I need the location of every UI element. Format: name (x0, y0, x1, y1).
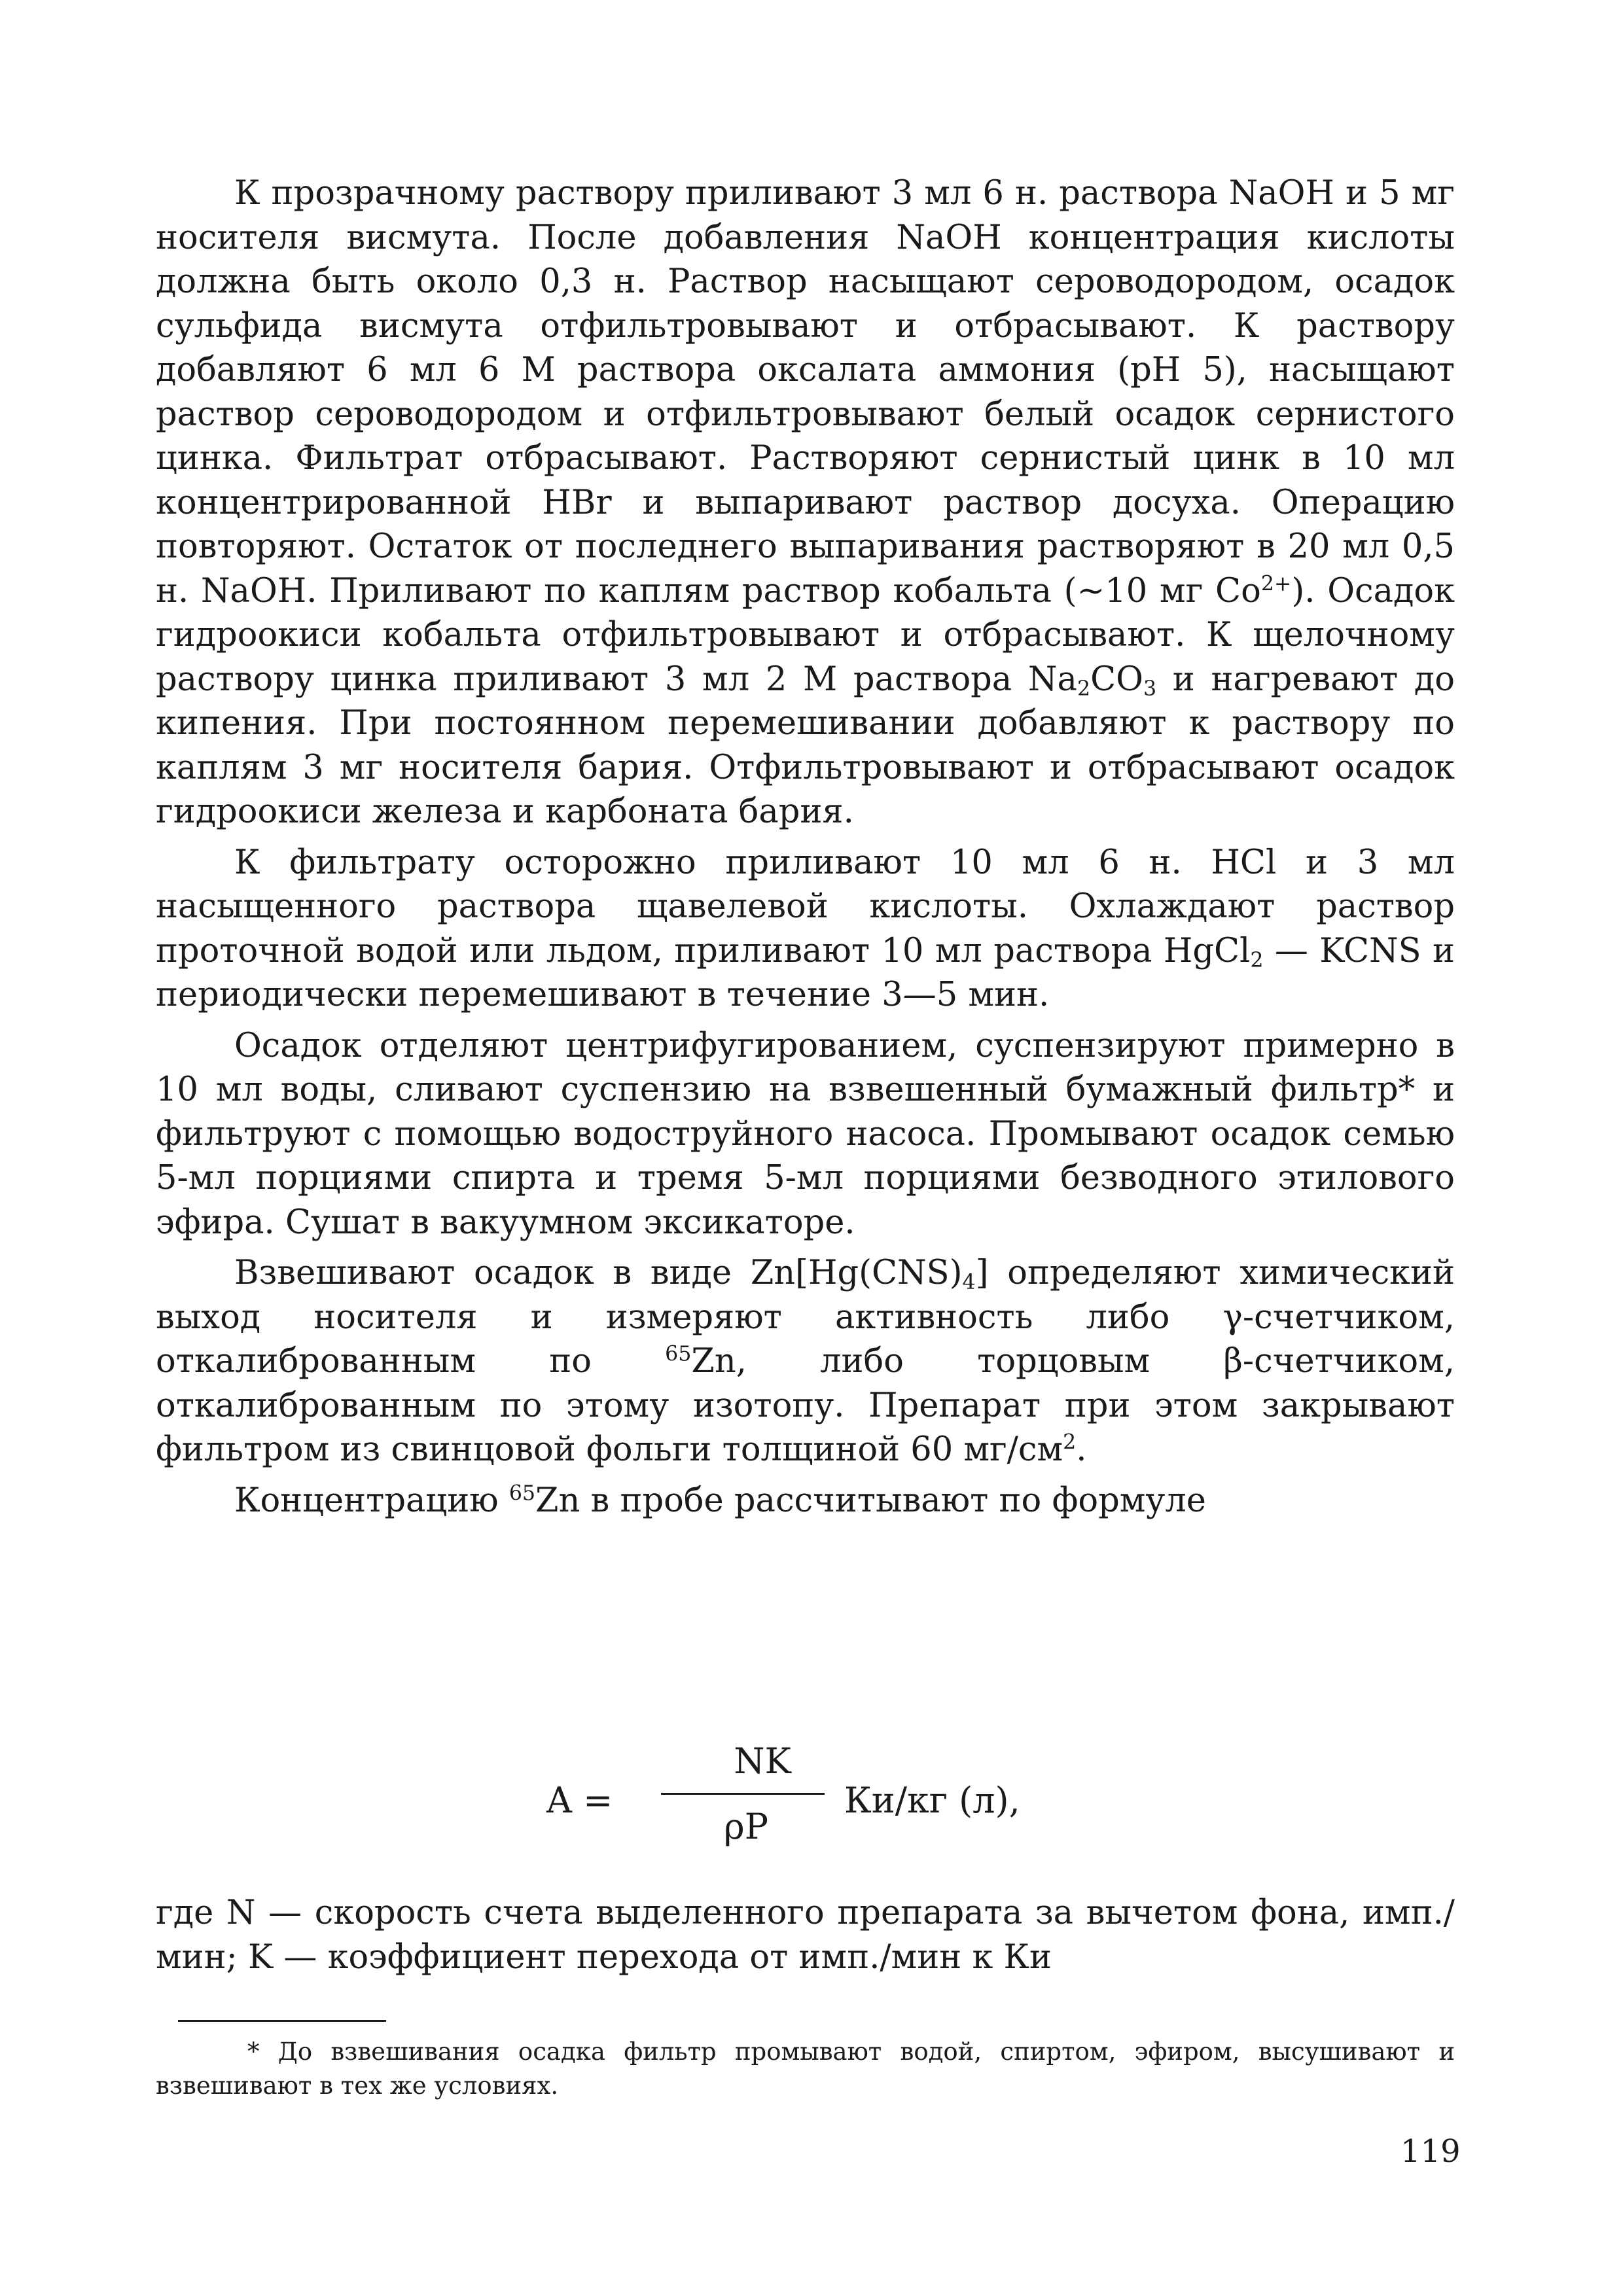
text-run: Концентрацию (234, 1481, 509, 1520)
footnote-divider (178, 2020, 386, 2022)
formula-denominator: ρP (723, 1806, 769, 1847)
text-run: Zn в пробе рассчитывают по формуле (535, 1481, 1206, 1520)
superscript: 2 (1063, 1430, 1077, 1455)
page-number: 119 (1400, 2133, 1461, 2170)
subscript: 2 (1077, 677, 1091, 701)
text-run: — KCNS и периодически перемешивают в течение 3—5 мин. (156, 931, 1455, 1014)
text-run: Zn, либо торцовым β-счетчиком, откалиброванным по этому изотопу. Препарат при этом закрывают фильтром из свинцовой фольги толщиной 60 мг/см (156, 1342, 1455, 1469)
superscript: 2+ (1260, 572, 1292, 596)
main-text (156, 171, 1455, 1529)
formula-lhs: A = (546, 1780, 613, 1821)
superscript: 65 (665, 1342, 692, 1366)
text-run: К фильтрату осторожно приливают 10 мл 6 н. HCl и 3 мл насыщенного раствора щавелевой кислоты. Охлаждают раствор проточной водой или льдом, приливают 10 мл раствора HgCl (156, 843, 1455, 970)
text-run: К прозрачному раствору приливают 3 мл 6 н. раствора NaOH и 5 мг носителя висмута. После добавления NaOH концентрация кислоты должна быть около 0,3 н. Раствор насыщают сероводородом, осадок сульфида висмута отфильтровывают и отбрасывают. К раствору добавляют 6 мл 6 М раствора оксалата аммония (pH 5), насыщают раствор сероводородом и отфильтровывают белый осадок сернистого цинка. Фильтрат отбрасывают. Растворяют сернистый цинк в 10 мл концентрированной HBr и выпаривают раствор досуха. Операцию повторяют. Остаток от последнего выпаривания растворяют в 20 мл 0,5 н. NaOH. Приливают по каплям раствор кобальта (~10 мг Co (156, 174, 1455, 610)
text-run: . (1076, 1430, 1087, 1469)
explanation-text: где N — скорость счета выделенного препарата за вычетом фона, имп./мин; K — коэффициент перехода от имп./мин к Ки (156, 1894, 1455, 1977)
paragraph-2 (156, 841, 1455, 1017)
formula-units: Ки/кг (л), (844, 1780, 1020, 1821)
activity-formula (0, 1740, 1623, 1871)
superscript: 65 (508, 1481, 536, 1506)
text-run: ). Осадок гидроокиси кобальта отфильтровывают и отбрасывают. К щелочному раствору цинка приливают 3 мл 2 М раствора Na (156, 571, 1455, 699)
paragraph-3: Осадок отделяют центрифугированием, суспензируют примерно в 10 мл воды, сливают суспензию на взвешенный бумажный фильтр* и фильтруют с помощью водоструйного насоса. Промывают осадок семью 5-мл порциями спирта и тремя 5-мл порциями безводного этилового эфира. Сушат в вакуумном эксикаторе. (156, 1026, 1455, 1242)
formula-explanation (156, 1891, 1455, 1979)
text-run: ] определяют химический выход носителя и измеряют активность либо γ-счетчиком, откалиброванным по (156, 1254, 1455, 1381)
text-run: и нагревают до кипения. При постоянном перемешивании добавляют к раствору по каплям 3 мг носителя бария. Отфильтровывают и отбрасывают осадок гидроокиси железа и карбоната бария. (156, 660, 1455, 831)
paragraph-1 (156, 171, 1455, 834)
subscript: 3 (1143, 677, 1157, 701)
fraction-bar (661, 1793, 825, 1795)
paragraph-5 (156, 1479, 1455, 1523)
subscript: 2 (1250, 948, 1264, 972)
text-run: Взвешивают осадок в виде Zn[Hg(CNS) (234, 1254, 963, 1292)
footnote: * До взвешивания осадка фильтр промывают водой, спиртом, эфиром, высушивают и взвешивают в тех же условиях. (156, 2038, 1455, 2100)
text-run: CO (1090, 660, 1143, 699)
formula-numerator: NK (734, 1740, 791, 1782)
paragraph-4 (156, 1251, 1455, 1472)
subscript: 4 (962, 1270, 976, 1294)
